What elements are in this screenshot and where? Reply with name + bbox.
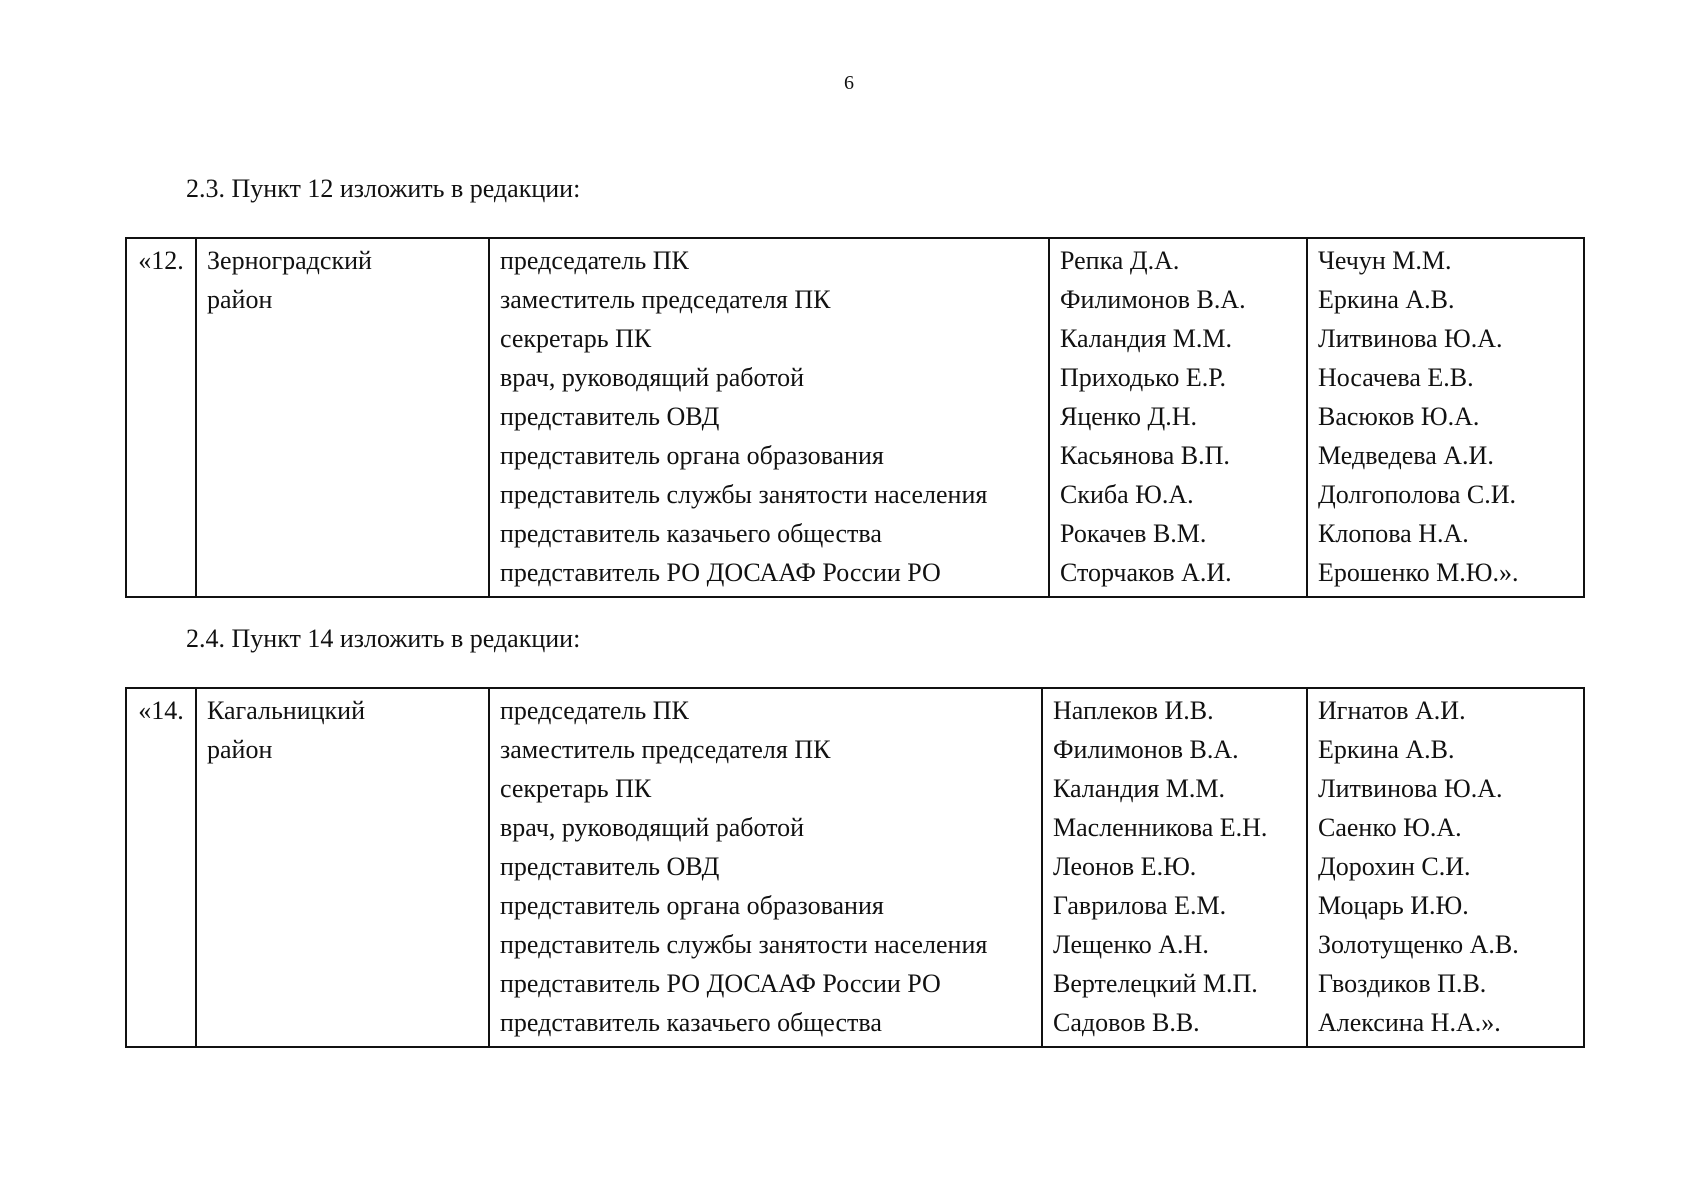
reserve-name: Чечун М.М.: [1318, 246, 1452, 275]
reserve-name: Медведева А.И.: [1318, 441, 1494, 470]
reserve-name: Игнатов А.И.: [1318, 696, 1466, 725]
role-label: представитель ОВД: [500, 852, 720, 881]
commission-table-item-14: [125, 687, 1585, 1048]
item-number-cell: [126, 688, 196, 1047]
role-label: секретарь ПК: [500, 324, 652, 353]
district-name: район: [207, 285, 273, 314]
member-name: Сторчаков А.И.: [1060, 558, 1232, 587]
member-name: Гаврилова Е.М.: [1053, 891, 1227, 920]
member-name: Яценко Д.Н.: [1060, 402, 1198, 431]
role-label: представитель РО ДОСААФ России РО: [500, 558, 941, 587]
reserve-name: Долгополова С.И.: [1318, 480, 1517, 509]
commission-table-item-12: [125, 237, 1585, 598]
role-label: председатель ПК: [500, 696, 689, 725]
role-label: представитель службы занятости населения: [500, 480, 988, 509]
reserves-cell: [1307, 688, 1584, 1047]
member-name: Приходько Е.Р.: [1060, 363, 1226, 392]
table-row: [126, 238, 1584, 597]
table-row: [126, 688, 1584, 1047]
role-label: врач, руководящий работой: [500, 813, 805, 842]
member-name: Наплеков И.В.: [1053, 696, 1214, 725]
member-name: Рокачев В.М.: [1060, 519, 1207, 548]
role-label: представитель органа образования: [500, 441, 884, 470]
reserve-name: Моцарь И.Ю.: [1318, 891, 1469, 920]
reserves-cell: [1307, 238, 1584, 597]
member-name: Садовов В.В.: [1053, 1008, 1200, 1037]
reserve-name: Ерошенко М.Ю.».: [1318, 558, 1519, 587]
role-label: заместитель председателя ПК: [500, 285, 831, 314]
reserve-name: Васюков Ю.А.: [1318, 402, 1480, 431]
member-name: Скиба Ю.А.: [1060, 480, 1194, 509]
district-cell: [196, 238, 489, 597]
member-name: Филимонов В.А.: [1053, 735, 1239, 764]
role-label: представитель казачьего общества: [500, 1008, 882, 1037]
reserve-name: Еркина А.В.: [1318, 735, 1455, 764]
reserve-name: Алексина Н.А.».: [1318, 1008, 1501, 1037]
role-label: представитель службы занятости населения: [500, 930, 988, 959]
role-label: представитель ОВД: [500, 402, 720, 431]
reserve-name: Литвинова Ю.А.: [1318, 324, 1503, 353]
roles-cell: [489, 238, 1049, 597]
section-heading-2-4: 2.4. Пункт 14 изложить в редакции:: [186, 624, 581, 653]
reserve-name: Гвоздиков П.В.: [1318, 969, 1487, 998]
district-name: Зерноградский: [207, 246, 372, 275]
item-number: «12.: [138, 246, 184, 275]
member-name: Масленникова Е.Н.: [1053, 813, 1268, 842]
role-label: представитель казачьего общества: [500, 519, 882, 548]
member-name: Филимонов В.А.: [1060, 285, 1246, 314]
roles-cell: [489, 688, 1042, 1047]
member-name: Касьянова В.П.: [1060, 441, 1230, 470]
members-cell: [1042, 688, 1307, 1047]
item-number: «14.: [138, 696, 184, 725]
role-label: секретарь ПК: [500, 774, 652, 803]
role-label: заместитель председателя ПК: [500, 735, 831, 764]
district-cell: [196, 688, 489, 1047]
district-name: район: [207, 735, 273, 764]
member-name: Репка Д.А.: [1060, 246, 1180, 275]
member-name: Вертелецкий М.П.: [1053, 969, 1258, 998]
member-name: Каландия М.М.: [1053, 774, 1226, 803]
item-number-cell: [126, 238, 196, 597]
reserve-name: Литвинова Ю.А.: [1318, 774, 1503, 803]
role-label: председатель ПК: [500, 246, 689, 275]
role-label: представитель РО ДОСААФ России РО: [500, 969, 941, 998]
member-name: Лещенко А.Н.: [1053, 930, 1209, 959]
member-name: Леонов Е.Ю.: [1053, 852, 1197, 881]
section-heading-2-3: 2.3. Пункт 12 изложить в редакции:: [186, 174, 581, 203]
members-cell: [1049, 238, 1307, 597]
page-number: 6: [844, 72, 854, 94]
reserve-name: Золотущенко А.В.: [1318, 930, 1519, 959]
role-label: врач, руководящий работой: [500, 363, 805, 392]
role-label: представитель органа образования: [500, 891, 884, 920]
reserve-name: Саенко Ю.А.: [1318, 813, 1462, 842]
reserve-name: Еркина А.В.: [1318, 285, 1455, 314]
member-name: Каландия М.М.: [1060, 324, 1233, 353]
reserve-name: Носачева Е.В.: [1318, 363, 1474, 392]
reserve-name: Клопова Н.А.: [1318, 519, 1469, 548]
district-name: Кагальницкий: [207, 696, 366, 725]
reserve-name: Дорохин С.И.: [1318, 852, 1471, 881]
